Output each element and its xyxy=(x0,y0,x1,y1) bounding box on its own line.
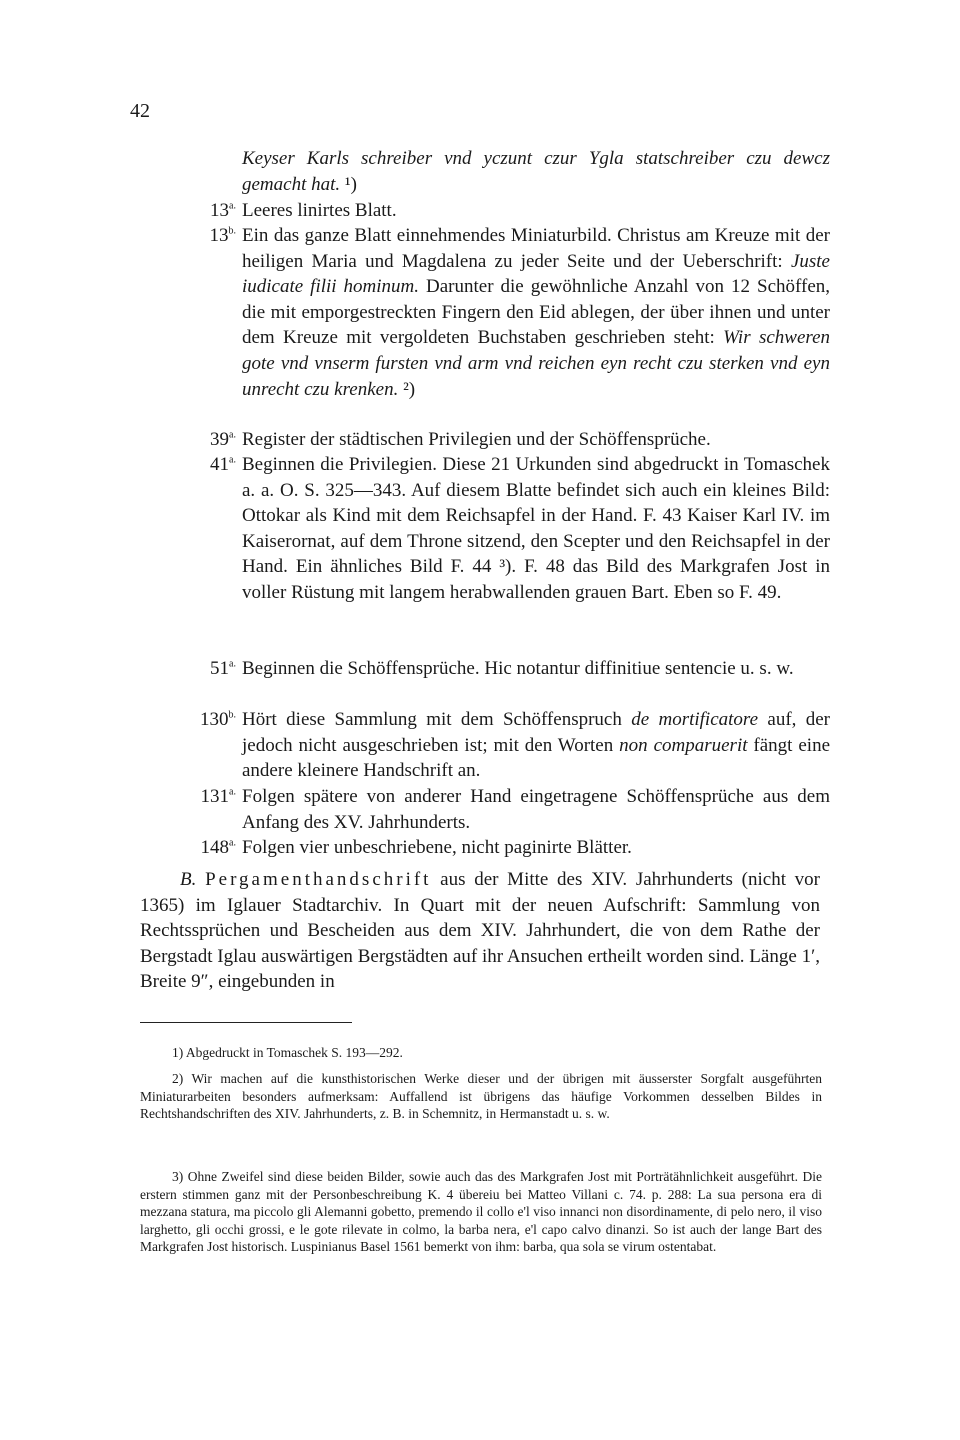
entry-text: Register der städtischen Privilegien und der Schöffensprüche. xyxy=(242,429,711,450)
entry-text: Leeres linirtes Blatt. xyxy=(242,200,397,221)
folio-number: $51^{a.}$ xyxy=(210,658,236,679)
entry-text: Ein das ganze Blatt einnehmendes Miniaturbild. Christus am Kreuze mit der heiligen Maria und Magdalena zu jeder Seite und der Ueberschrift: xyxy=(242,225,830,272)
spaced-term: Pergamenthandschrift xyxy=(205,869,432,890)
entry-text-italic: non comparuerit xyxy=(619,734,748,756)
entry-text: auf, der jedoch nicht ausgeschrieben ist; mit den Worten xyxy=(242,709,830,756)
footnote-ref: ¹) xyxy=(340,173,357,195)
entry-131a xyxy=(140,784,830,835)
folio-number: $41^{a.}$ xyxy=(210,454,236,475)
folio-number: $148^{a.}$ xyxy=(200,837,236,858)
entry-text: Hört diese Sammlung mit dem Schöffenspruch xyxy=(242,709,632,730)
entry-51a xyxy=(140,656,830,682)
entry-text: Beginnen die Privilegien. Diese 21 Urkunden sind abgedruckt in Tomaschek a. a. O. S. 325—343. Auf diesem Blatte befindet sich auch ein kleines Bild: Ottokar als Kind mit dem Reichsapfel in der Hand. F. 43 Kaiser Karl IV. im Kaiserornat, auf dem Throne sitzend, den Scepter und den Reichsapfel in der Hand. Ein ähnliches Bild F. 44 ³). F. 48 das Bild des Markgrafen Jost in voller Rüstung mit langem herabwallenden grauen Bart. Eben so F. 49. xyxy=(242,454,830,603)
folio-number: $130^{b.}$ xyxy=(200,709,236,730)
footnote-3: 3) Ohne Zweifel sind diese beiden Bilder, sowie auch das des Markgrafen Jost mit Porträtähnlichkeit ausgeführt. Die erstern stimmen ganz mit der Personbeschreibung K. 4 übereiu bei Matteo Villani c. 74. p. 288: La sua persona era di mezzana statura, ma piccolo gli Alemanni gobetto, premendo il collo e'l viso innanci non disordinamente, di pelo nero, il viso larghetto, gli occhi grossi, e le gote rilevate in colmo, la barba nera, e'l capo calvo dinanzi. So ist auch der lange Bart des Markgrafen Jost historisch. Luspinianus Basel 1561 bemerkt von ihm: barba, qua sola se virum ostentabat. xyxy=(140,1169,822,1255)
entry-41a xyxy=(140,452,830,606)
footnote-ref: ²) xyxy=(398,378,416,400)
entry-text-italic: Juste iudicate filii hominum. xyxy=(242,250,830,298)
folio-number: $13^{b.}$ xyxy=(209,225,236,246)
entry-text-italic: Wir schweren gote vnd vnserm fursten vnd arm vnd reichen eyn recht czu sterken vnd eyn unrecht czu krenken. xyxy=(242,327,831,400)
entry-148a xyxy=(140,835,830,861)
entry-text-italic: Keyser Karls schreiber vnd yczunt czur Ygla statschreiber czu dewcz gemacht hat. xyxy=(242,148,830,195)
entry-text: Folgen vier unbeschriebene, nicht paginirte Blätter. xyxy=(242,837,632,858)
entry-text: Folgen spätere von anderer Hand eingetragene Schöffensprüche aus dem Anfang des XV. Jahrhunderts. xyxy=(242,786,830,833)
entry-text: fängt eine andere kleinere Handschrift an. xyxy=(242,734,830,782)
footnote-divider xyxy=(140,1022,352,1023)
entry-130b xyxy=(140,707,830,784)
section-letter: B. xyxy=(180,869,197,890)
entry-13a xyxy=(140,198,830,224)
entry-text: Beginnen die Schöffensprüche. Hic notantur diffinitiue sentencie u. s. w. xyxy=(242,658,794,679)
entry-39a xyxy=(140,427,830,453)
folio-number: $13^{a.}$ xyxy=(210,200,236,221)
entry-text-italic: de mortificatore xyxy=(631,709,759,730)
entry-continuation xyxy=(140,146,830,197)
folio-number: $39^{a.}$ xyxy=(210,429,236,450)
section-b-paragraph xyxy=(140,867,820,995)
page-number: 42 xyxy=(130,100,150,122)
footnote-1: 1) Abgedruckt in Tomaschek S. 193—292. xyxy=(172,1045,403,1060)
entry-13b xyxy=(140,223,830,402)
folio-number: $131^{a.}$ xyxy=(200,786,236,807)
entry-text: Darunter die gewöhnliche Anzahl von 12 Schöffen, die mit emporgestreckten Fingern den Eid ablegen, der über ihnen und unter dem Kreuze mit vergoldeten Buchstaben geschrieben steht: xyxy=(242,276,830,349)
footnote-2: 2) Wir machen auf die kunsthistorischen Werke dieser und der übrigen mit äusserster Sorgfalt ausgeführten Miniaturarbeiten besonders aufmerksam: Auffallend ist übrigens das häufige Vorkommen desselben Bildes in Rechtshandschriften des XIV. Jahrhunderts, z. B. in Schemnitz, in Hermanstadt u. s. w. xyxy=(140,1071,822,1122)
section-text: aus der Mitte des XIV. Jahrhunderts (nicht vor 1365) im Iglauer Stadtarchiv. In Quart mit der neuen Aufschrift: Sammlung von Rechtssprüchen und Bescheiden aus dem XIV. Jahrhundert, die von dem Rathe der Bergstadt Iglau auswärtigen Bergstädten auf ihr Ansuchen ertheilt worden sind. Länge 1′, Breite 9″, eingebunden in xyxy=(140,869,821,993)
